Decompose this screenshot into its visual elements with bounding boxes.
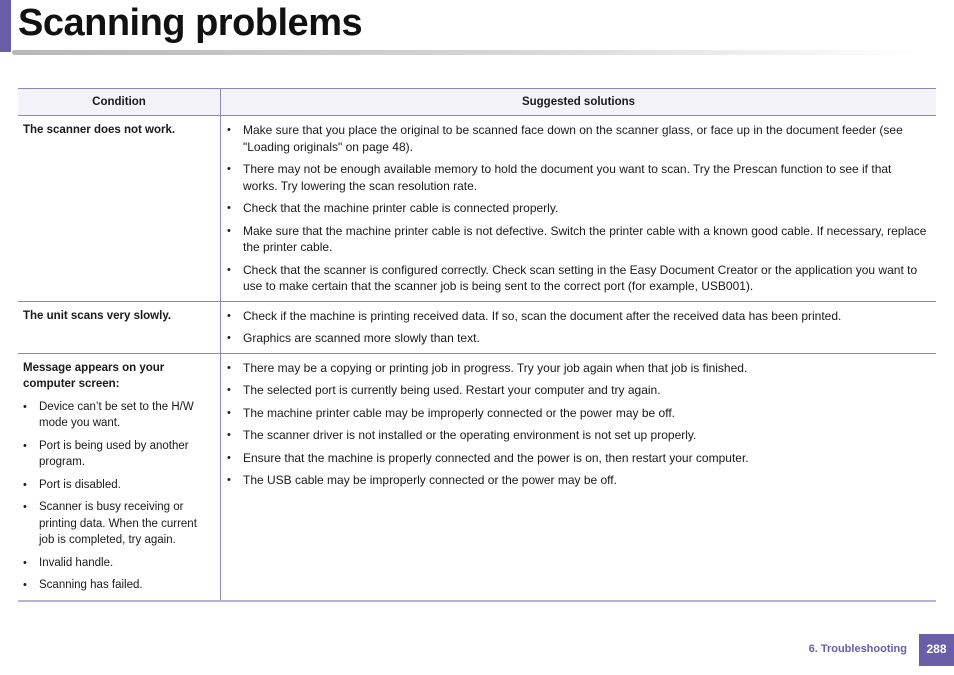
condition-cell xyxy=(18,353,221,601)
condition-text: The unit scans very slowly. xyxy=(23,309,172,322)
troubleshooting-table xyxy=(18,88,936,602)
page-number-badge: 288 xyxy=(919,634,954,666)
column-header-solutions: Suggested solutions xyxy=(221,89,937,116)
table-row xyxy=(18,353,936,601)
page-title: Scanning problems xyxy=(18,2,363,44)
list-item: • Check that the scanner is configured correctly. Check scan setting in the Easy Document Creator or the application you want to use to make certain that the scanner job is being sent to the correct port (for example, USB001). xyxy=(227,262,928,295)
list-item: • There may be a copying or printing job in progress. Try your job again when that job is finished. xyxy=(227,360,928,377)
list-item: • The scanner driver is not installed or the operating environment is not set up properly. xyxy=(227,427,928,444)
list-item: • Port is being used by another program. xyxy=(23,438,214,471)
condition-text: The scanner does not work. xyxy=(23,124,176,136)
list-item: • Scanner is busy receiving or printing data. When the current job is completed, try again. xyxy=(23,499,214,549)
list-item: • There may not be enough available memory to hold the document you want to scan. Try the Prescan function to see if that works. Try lowering the scan resolution rate. xyxy=(227,161,928,194)
column-header-condition: Condition xyxy=(18,89,221,116)
list-item: • Check if the machine is printing received data. If so, scan the document after the received data has been printed. xyxy=(227,308,928,325)
footer-chapter-label: 6. Troubleshooting xyxy=(808,643,907,655)
list-item: • Invalid handle. xyxy=(23,555,214,572)
solutions-list xyxy=(227,308,928,347)
list-item: • The selected port is currently being used. Restart your computer and try again. xyxy=(227,382,928,399)
solutions-list xyxy=(227,122,928,295)
list-item: • Make sure that you place the original to be scanned face down on the scanner glass, or face up in the document feeder (see "Loading originals" on page 48). xyxy=(227,122,928,155)
list-item: • Make sure that the machine printer cable is not defective. Switch the printer cable with a known good cable. If necessary, replace the printer cable. xyxy=(227,223,928,256)
solutions-list xyxy=(227,360,928,489)
condition-text: Message appears on your computer screen: xyxy=(23,361,165,390)
solutions-cell xyxy=(221,116,937,302)
title-underline xyxy=(12,50,917,55)
solutions-cell xyxy=(221,301,937,353)
list-item: • The machine printer cable may be improperly connected or the power may be off. xyxy=(227,405,928,422)
table-row xyxy=(18,301,936,353)
list-item: • Port is disabled. xyxy=(23,477,214,494)
list-item: • Check that the machine printer cable is connected properly. xyxy=(227,200,928,217)
table-body xyxy=(18,116,936,601)
condition-cell xyxy=(18,116,221,302)
list-item: • Graphics are scanned more slowly than text. xyxy=(227,330,928,347)
chapter-accent-bar xyxy=(0,0,11,52)
solutions-cell xyxy=(221,353,937,601)
list-item: • Ensure that the machine is properly connected and the power is on, then restart your computer. xyxy=(227,450,928,467)
list-item: • Device can’t be set to the H/W mode you want. xyxy=(23,399,214,432)
condition-message-list xyxy=(23,399,214,594)
condition-cell xyxy=(18,301,221,353)
table-header-row xyxy=(18,89,936,116)
list-item: • Scanning has failed. xyxy=(23,577,214,594)
list-item: • The USB cable may be improperly connected or the power may be off. xyxy=(227,472,928,489)
table-row xyxy=(18,116,936,302)
